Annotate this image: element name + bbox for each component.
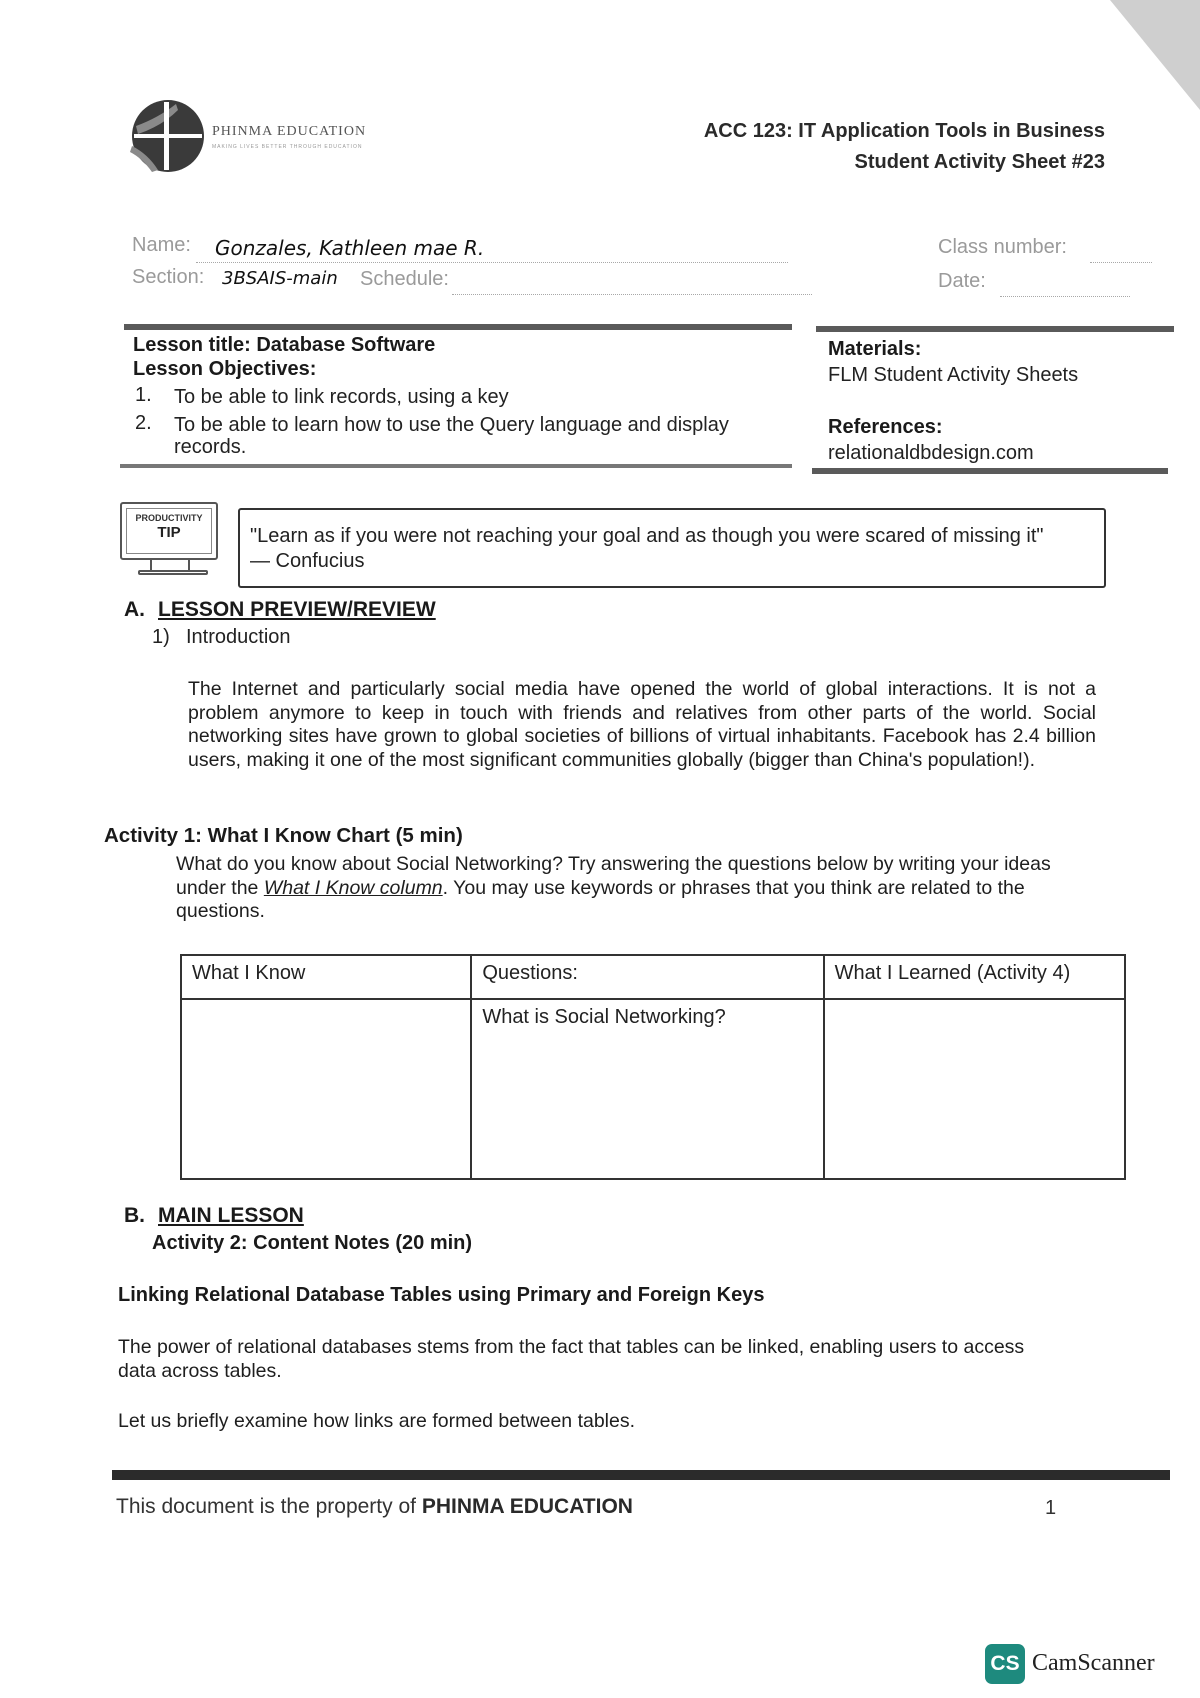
logo-text: PHINMA EDUCATION <box>212 124 367 139</box>
productivity-tip-monitor-icon <box>120 502 218 560</box>
section-label: Section: <box>132 266 205 288</box>
references-label: References: <box>828 416 943 438</box>
lesson-top-rule <box>124 324 792 330</box>
date-label: Date: <box>938 270 986 292</box>
linking-paragraph-2: Let us briefly examine how links are formed between tables. <box>118 1410 636 1432</box>
footer-brand: PHINMA EDUCATION <box>421 1495 633 1518</box>
monitor-base-icon <box>138 570 208 575</box>
references-value: relationaldbdesign.com <box>828 442 1034 464</box>
linking-subheading: Linking Relational Database Tables using Primary and Foreign Keys <box>118 1284 765 1306</box>
section-a-title: LESSON PREVIEW/REVIEW <box>158 598 436 621</box>
objective-2-cont: records. <box>174 436 247 458</box>
name-label: Name: <box>132 234 191 256</box>
page-corner-shadow <box>1110 0 1200 110</box>
date-underline <box>1000 296 1130 297</box>
activity-1-instr-before: What do you know about Social Networking? Try answering the questions below by writing your ideas under the <box>176 853 1051 899</box>
linking-paragraph-1: The power of relational databases stems from the fact that tables can be linked, enabling users to access data across tables. <box>118 1336 1025 1382</box>
header-questions: Questions: <box>471 955 823 999</box>
camscanner-text: CamScanner <box>1032 1650 1155 1676</box>
objective-2-text: To be able to learn how to use the Query language and display <box>174 414 729 436</box>
quote-box <box>238 508 1106 588</box>
objective-1-text: To be able to link records, using a key <box>174 386 509 408</box>
intro-paragraph: The Internet and particularly social media have opened the world of global interactions. It is not a problem anymore to keep in touch with friends and relatives from other parts of the world. Social networking sites have grown to global societies of billions of virtual inhabitants. Facebook has 2.4 billion users, making it one of the most significant communities globally (bigger than China's population!). <box>188 678 1096 771</box>
sheet-title: Student Activity Sheet #23 <box>854 151 1105 173</box>
footer-rule <box>112 1470 1170 1480</box>
activity-1-instr-after: . You may use keywords or phrases that you think are related to the questions. <box>176 876 1025 922</box>
chart-row <box>181 999 1125 1179</box>
activity-2-title: Activity 2: Content Notes (20 min) <box>152 1232 473 1254</box>
tip-badge-small: PRODUCTIVITY <box>135 513 203 523</box>
chart-header-row <box>181 955 1125 999</box>
section-b-title: MAIN LESSON <box>158 1204 304 1227</box>
quote-text: "Learn as if you were not reaching your goal and as though you were scared of missing it" <box>250 525 1044 547</box>
materials-value: FLM Student Activity Sheets <box>828 364 1079 386</box>
camscanner-logo-icon: CS <box>985 1644 1025 1684</box>
materials-top-rule <box>816 326 1174 332</box>
footer-text <box>116 1495 633 1519</box>
objective-2-num: 2. <box>135 412 152 434</box>
logo-tagline: MAKING LIVES BETTER THROUGH EDUCATION <box>212 144 363 150</box>
schedule-underline <box>452 294 812 295</box>
header-what-i-learned: What I Learned (Activity 4) <box>824 955 1125 999</box>
class-number-label: Class number: <box>938 236 1067 258</box>
materials-label: Materials: <box>828 338 922 360</box>
schedule-label: Schedule: <box>360 268 449 290</box>
section-a-letter: A. <box>124 598 145 621</box>
what-i-know-column-ref: What I Know column <box>263 876 443 899</box>
lesson-title: Lesson title: Database Software <box>133 334 436 356</box>
footer-prefix: This document is the property of <box>116 1495 422 1518</box>
class-number-underline <box>1090 262 1152 263</box>
activity-1-instructions <box>176 853 1100 924</box>
intro-num: 1) <box>152 626 170 648</box>
course-title: ACC 123: IT Application Tools in Business <box>703 120 1105 142</box>
cell-what-i-know[interactable] <box>181 999 471 1179</box>
cell-what-i-learned[interactable] <box>824 999 1125 1179</box>
what-i-know-chart <box>180 954 1126 1180</box>
cell-question: What is Social Networking? <box>471 999 823 1179</box>
quote-author: — Confucius <box>250 550 365 572</box>
name-underline <box>196 262 788 263</box>
section-value: 3BSAIS-main <box>222 268 338 289</box>
activity-1-title: Activity 1: What I Know Chart (5 min) <box>104 824 463 847</box>
header-what-i-know: What I Know <box>181 955 471 999</box>
phinma-logo-icon <box>128 96 204 176</box>
tip-badge-big: TIP <box>157 524 181 541</box>
intro-title: Introduction <box>186 626 291 648</box>
section-b-letter: B. <box>124 1204 145 1227</box>
page-number: 1 <box>1045 1497 1057 1519</box>
objective-1-num: 1. <box>135 384 152 406</box>
lesson-bottom-rule <box>120 464 792 468</box>
objectives-label: Lesson Objectives: <box>133 358 317 380</box>
name-value: Gonzales, Kathleen mae R. <box>215 236 485 260</box>
references-bottom-rule <box>812 468 1168 474</box>
